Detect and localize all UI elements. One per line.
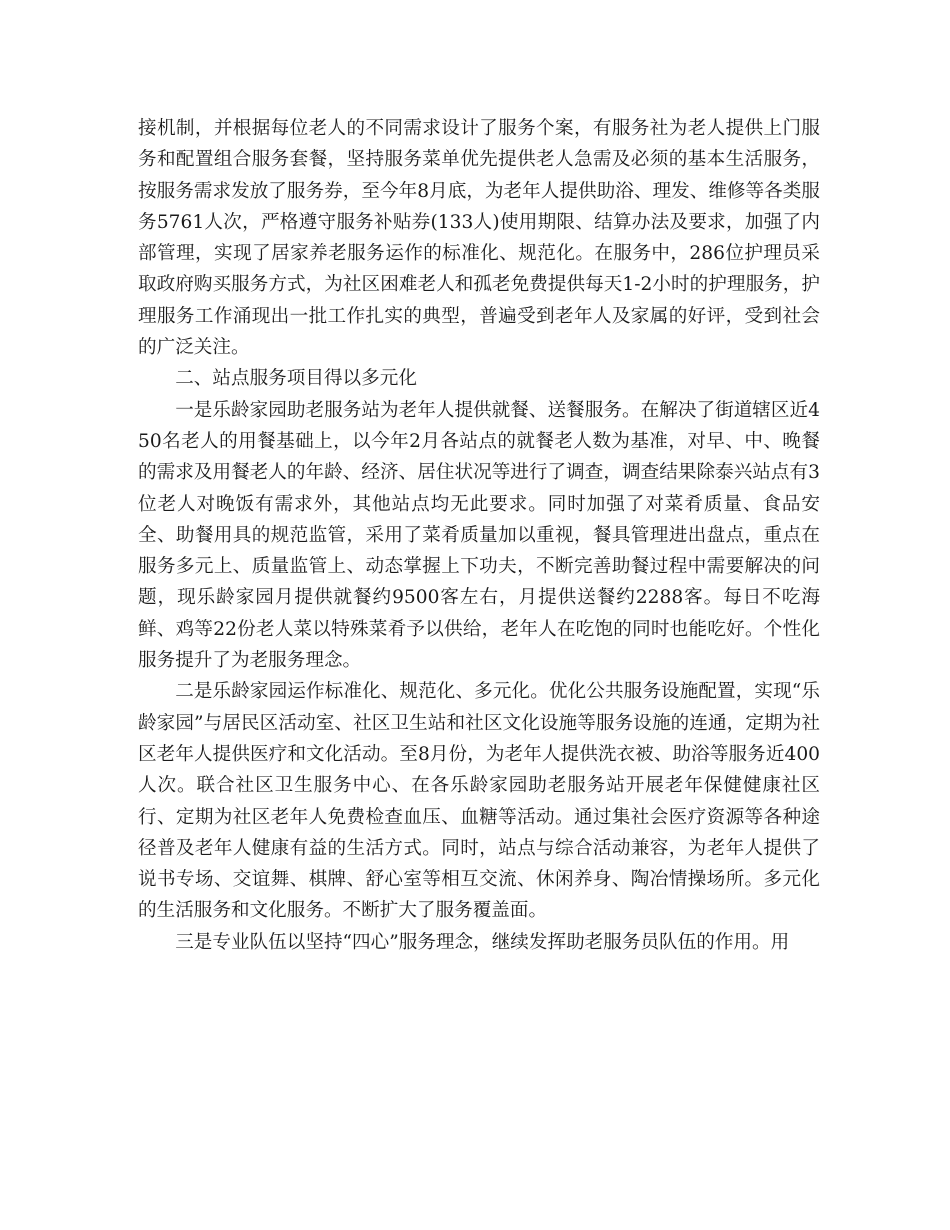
paragraph-standardization: 二是乐龄家园运作标准化、规范化、多元化。优化公共服务设施配置，实现“乐龄家园”与居民区活动室、社区卫生站和社区文化设施等服务设施的连通，定期为社区老年人提供医疗和文化活动。至8月份，为老年人提供洗衣被、助浴等服务近400人次。联合社区卫生服务中心、在各乐龄家园助老服务站开展老年保健健康社区行、定期为社区老年人免费检查血压、血糖等活动。通过集社会医疗资源等各种途径普及老年人健康有益的生活方式。同时，站点与综合活动兼容，为老年人提供了说书专场、交谊舞、棋牌、舒心室等相互交流、休闲养身、陶冶情操场所。多元化的生活服务和文化服务。不断扩大了服务覆盖面。 (138, 681, 820, 922)
paragraph-professional-team: 三是专业队伍以坚持“四心”服务理念，继续发挥助老服务员队伍的作用。用 (175, 931, 790, 953)
paragraph-service-mechanism: 接机制，并根据每位老人的不同需求设计了服务个案，有服务社为老人提供上门服务和配置组合服务套餐，坚持服务菜单优先提供老人急需及必须的基本生活服务，按服务需求发放了服务券，至今年8月底，为老年人提供助浴、理发、维修等各类服务5761人次，严格遵守服务补贴券(133人)使用期限、结算办法及要求，加强了内部管理，实现了居家养老服务运作的标准化、规范化。在服务中，286位护理员采取政府购买服务方式，为社区困难老人和孤老免费提供每天1-2小时的护理服务，护理服务工作涌现出一批工作扎实的典型，普遍受到老年人及家属的好评，受到社会的广泛关注。 (138, 118, 820, 359)
paragraph-meal-service: 一是乐龄家园助老服务站为老年人提供就餐、送餐服务。在解决了街道辖区近450名老人的用餐基础上，以今年2月各站点的就餐老人数为基准，对早、中、晚餐的需求及用餐老人的年龄、经济、居住状况等进行了调查，调查结果除泰兴站点有3位老人对晚饭有需求外，其他站点均无此要求。同时加强了对菜肴质量、食品安全、助餐用具的规范监管，采用了菜肴质量加以重视，餐具管理进出盘点，重点在服务多元上、质量监管上、动态掌握上下功夫，不断完善助餐过程中需要解决的问题，现乐龄家园月提供就餐约9500客左右，月提供送餐约2288客。每日不吃海鲜、鸡等22份老人菜以特殊菜肴予以供给，老年人在吃饱的同时也能吃好。个性化服务提升了为老服务理念。 (138, 399, 820, 672)
section-heading-diversified-services: 二、站点服务项目得以多元化 (175, 368, 417, 390)
document-body (138, 113, 820, 958)
